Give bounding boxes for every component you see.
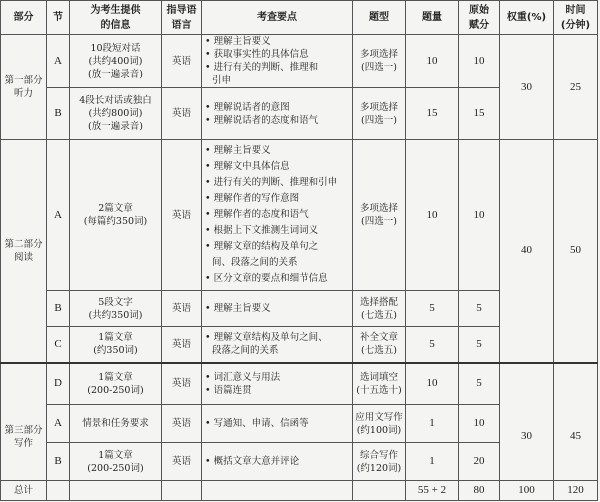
- section-language: 英语: [162, 327, 202, 363]
- section-points: • 理解说话者的意图 • 理解说话者的态度和语气: [202, 88, 353, 140]
- header-part: 部分: [1, 1, 47, 35]
- part-weight: 40: [500, 140, 554, 363]
- section-points: • 概括文章大意并评论: [202, 443, 353, 481]
- section-score: 10: [459, 35, 500, 88]
- section-id: B: [47, 88, 70, 140]
- part-label: 第三部分 写作: [1, 363, 47, 481]
- section-score: 10: [459, 405, 500, 443]
- header-row: [1, 1, 598, 35]
- header-type: 题型: [353, 1, 406, 35]
- section-language: 英语: [162, 291, 202, 327]
- section-info: 10段短对话 (共约400词) (放一遍录音): [70, 35, 162, 88]
- header-points: 考查要点: [202, 1, 353, 35]
- section-id: A: [47, 140, 70, 291]
- part-weight: 30: [500, 363, 554, 481]
- section-count: 10: [406, 35, 459, 88]
- section-points: • 写通知、申请、信函等: [202, 405, 353, 443]
- section-score: 20: [459, 443, 500, 481]
- part-time: 45: [554, 363, 598, 481]
- section-type: 选择搭配 (七选五): [353, 291, 406, 327]
- section-language: 英语: [162, 35, 202, 88]
- section-count: 15: [406, 88, 459, 140]
- section-info: 1篇文章 (200-250词): [70, 443, 162, 481]
- section-score: 15: [459, 88, 500, 140]
- section-type: 选词填空 (十五选十): [353, 363, 406, 405]
- section-count: 10: [406, 363, 459, 405]
- header-score: 原始 赋分: [459, 1, 500, 35]
- section-id: C: [47, 327, 70, 363]
- section-language: 英语: [162, 405, 202, 443]
- table-row: [1, 363, 598, 405]
- section-type: 多项选择 (四选一): [353, 140, 406, 291]
- section-info: 情景和任务要求: [70, 405, 162, 443]
- total-row: [1, 481, 598, 501]
- section-language: 英语: [162, 140, 202, 291]
- header-section: 节: [47, 1, 70, 35]
- header-count: 题量: [406, 1, 459, 35]
- section-points: • 词汇意义与用法 • 语篇连贯: [202, 363, 353, 405]
- section-info: 1篇文章 (约350词): [70, 327, 162, 363]
- section-type: 多项选择 (四选一): [353, 35, 406, 88]
- part-time: 50: [554, 140, 598, 363]
- header-weight: 权重(%): [500, 1, 554, 35]
- section-info: 1篇文章 (200-250词): [70, 363, 162, 405]
- total-score: 80: [459, 481, 500, 501]
- section-id: A: [47, 405, 70, 443]
- section-score: 5: [459, 363, 500, 405]
- section-id: B: [47, 443, 70, 481]
- section-info: 2篇文章 (每篇约350词): [70, 140, 162, 291]
- part-label: 第一部分 听力: [1, 35, 47, 140]
- section-id: A: [47, 35, 70, 88]
- section-type: 补全文章 (七选五): [353, 327, 406, 363]
- section-count: 5: [406, 291, 459, 327]
- total-weight: 100: [500, 481, 554, 501]
- section-count: 5: [406, 327, 459, 363]
- section-info: 5段文字 (共约350词): [70, 291, 162, 327]
- part-label: 第二部分 阅读: [1, 140, 47, 363]
- header-time: 时间 (分钟): [554, 1, 598, 35]
- total-count: 55 + 2: [406, 481, 459, 501]
- section-info: 4段长对话或独白 (共约800词) (放一遍录音): [70, 88, 162, 140]
- header-language: 指导语 语言: [162, 1, 202, 35]
- table-row: [1, 140, 598, 291]
- section-count: 1: [406, 443, 459, 481]
- section-points: • 理解主旨要义: [202, 291, 353, 327]
- section-id: B: [47, 291, 70, 327]
- section-score: 5: [459, 291, 500, 327]
- part-weight: 30: [500, 35, 554, 140]
- section-language: 英语: [162, 443, 202, 481]
- section-points: • 理解文章结构及单句之间、 段落之间的关系: [202, 327, 353, 363]
- table-row: [1, 35, 598, 88]
- header-info: 为考生提供 的信息: [70, 1, 162, 35]
- part-time: 25: [554, 35, 598, 140]
- section-score: 10: [459, 140, 500, 291]
- section-type: 综合写作 (约120词): [353, 443, 406, 481]
- section-type: 多项选择 (四选一): [353, 88, 406, 140]
- section-count: 10: [406, 140, 459, 291]
- total-time: 120: [554, 481, 598, 501]
- section-count: 1: [406, 405, 459, 443]
- section-language: 英语: [162, 88, 202, 140]
- section-points: • 理解主旨要义 • 理解文中具体信息 • 进行有关的判断、推理和引申 • 理解作者的写作意图 • 理解作者的态度和语气 • 根据上下文推测生词词义 • 理解文章的结构及单句之 间、段落之间的关系 • 区分文章的要点和细节信息: [202, 140, 353, 291]
- total-label: 总计: [1, 481, 47, 501]
- section-type: 应用文写作 (约100词): [353, 405, 406, 443]
- section-id: D: [47, 363, 70, 405]
- section-score: 5: [459, 327, 500, 363]
- section-points: • 理解主旨要义 • 获取事实性的具体信息 • 进行有关的判断、推理和 引申: [202, 35, 353, 88]
- section-language: 英语: [162, 363, 202, 405]
